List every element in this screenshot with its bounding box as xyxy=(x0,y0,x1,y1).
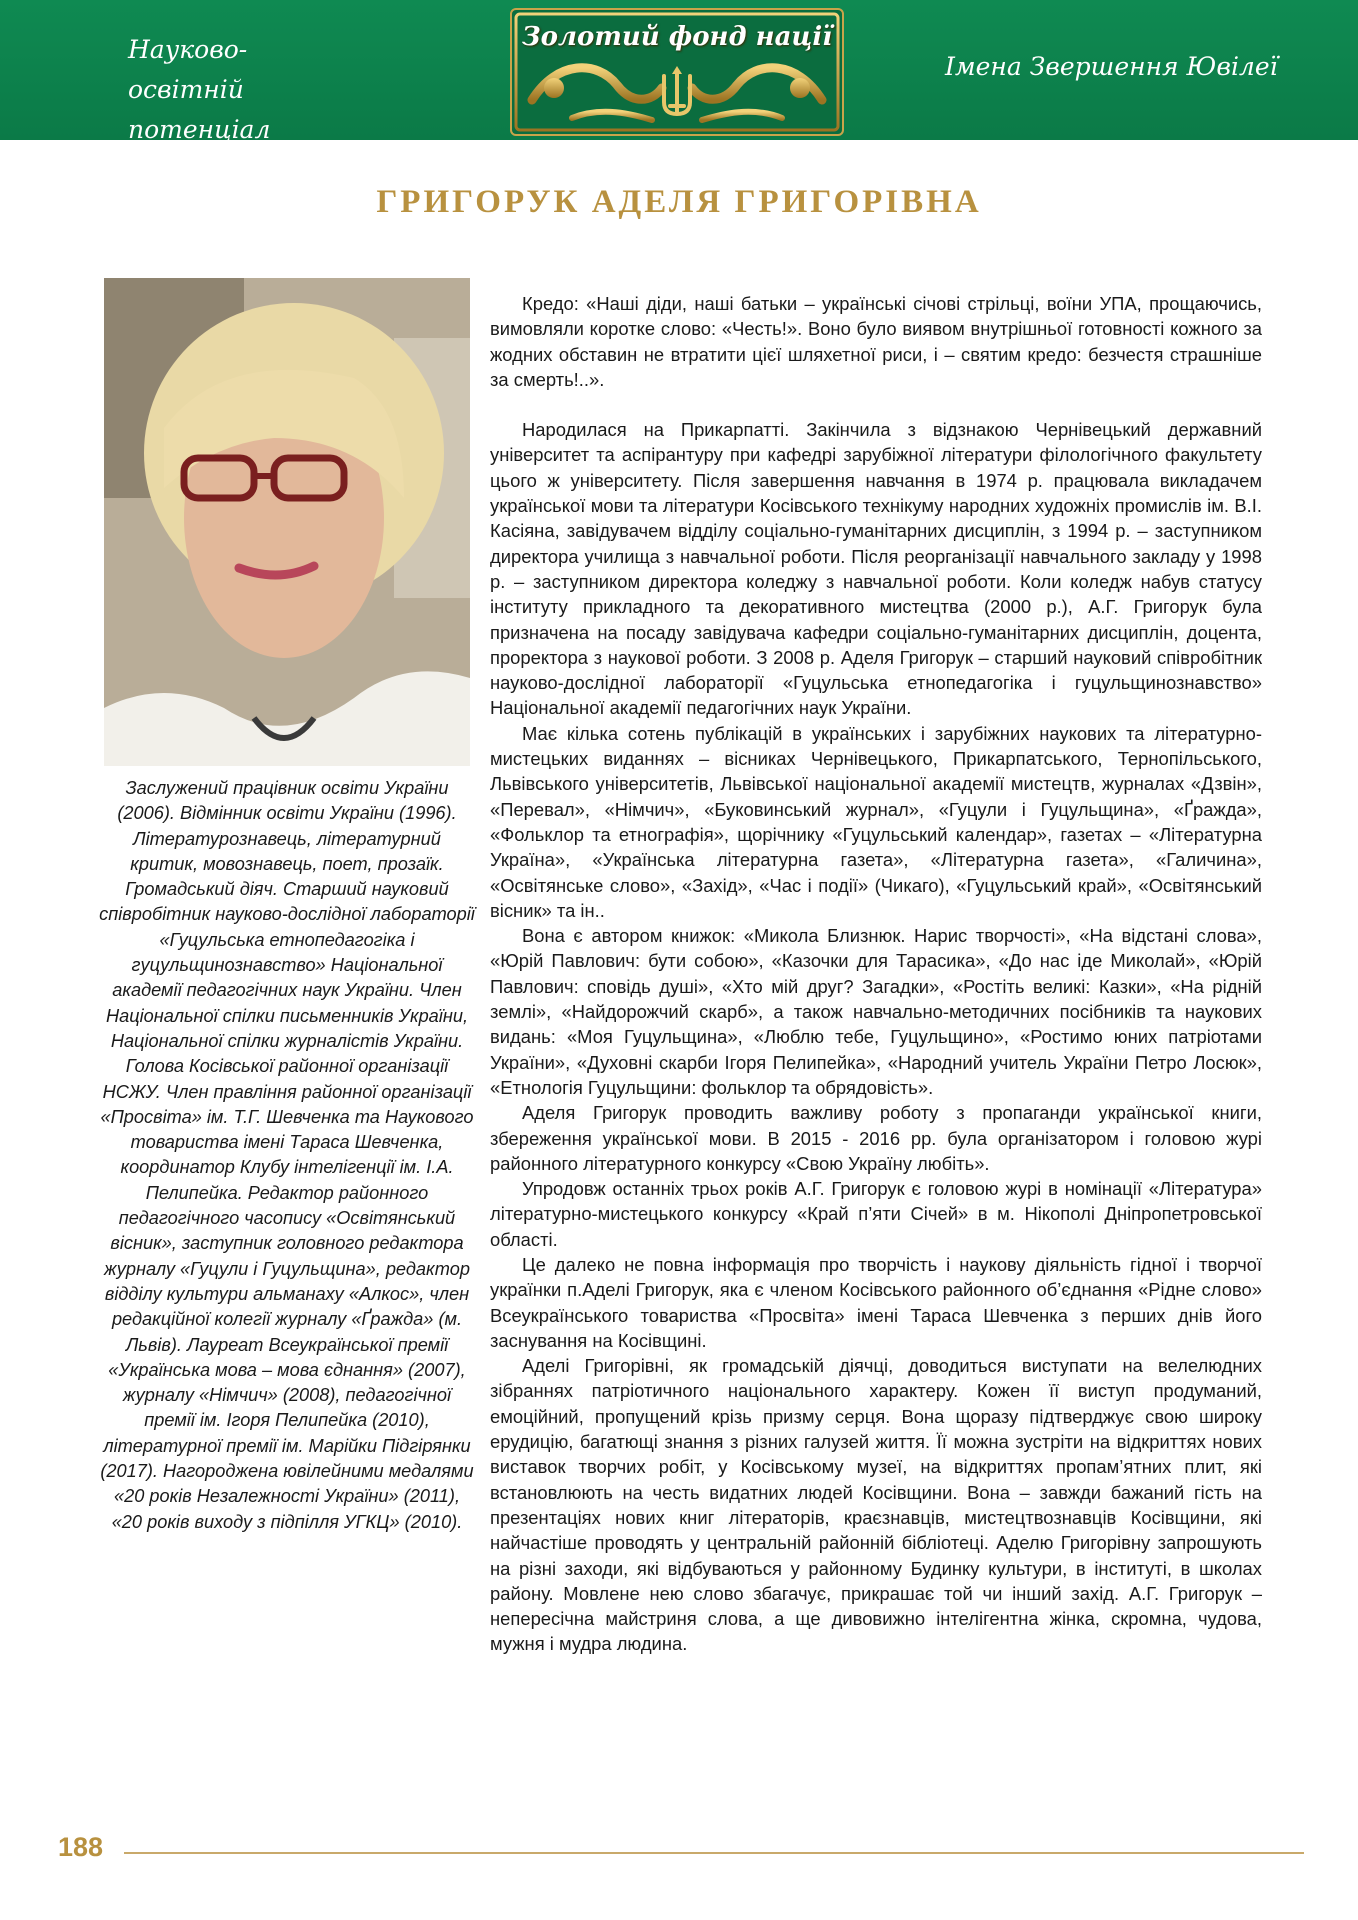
golden-fund-emblem xyxy=(510,8,844,136)
portrait-icon xyxy=(104,278,470,766)
body-paragraph: Вона є автором книжок: «Микола Близнюк. Нарис творчості», «На відстані слова», «Юрій Павлович: бути собою», «Казочки для Тарасика», «До нас іде Миколай», «Юрій Павлович: сповідь душі», «Хто мій друг? Загадки», «Ростіть великі: Казки», «На рідній землі», «Найдорожчий скарб», а також навчально-методичних посібників та наукових видань: «Моя Гуцульщина», «Люблю тебе, Гуцульщино», «Ростимо юних патріотами України», «Духовні скарби Ігоря Пелипейка», «Народний учитель України Петро Лосюк», «Етнологія Гуцульщини: фольклор та обрядовість». xyxy=(490,925,1262,1098)
article-body xyxy=(490,291,1262,1657)
body-paragraph: Аделя Григорук проводить важливу роботу з пропаганди української книги, збереження української мови. В 2015 - 2016 рр. була організатором і головою журі районного літературного конкурсу «Свою Україну любіть». xyxy=(490,1102,1262,1174)
header-left-line2: потенціал України xyxy=(128,115,271,184)
body-paragraph: Аделі Григорівні, як громадській діячці, доводиться виступати на велелюдних зібраннях патріотичного національного характеру. Кожен її виступ продуманий, емоційний, пропущений крізь призму серця. Вона щоразу підтверджує свою широку ерудицію, багатющі знання з різних галузей життя. Її можна зустріти на відкриттях нових виставок творчих робіт, у Косівському музеї, на відкриттях пропам’ятних плит, які встановлюють на честь видатних людей Косівщини. Вона – завжди бажаний гість на презентаціях нових книг літераторів, краєзнавців, мистецтвознавців Косівщини, які найчастіше проводять у центральній районній бібліотеці. Аделю Григорівну запрошують на різні заходи, які відбуваються у районному Будинку культури, в інституті, в школах району. Мовлене нею слово збагачує, прикрашає той чи інший захід. А.Г. Григорук – непересічна майстриня слова, а ще дивовижно інтелігентна жінка, скромна, чудова, мужня і мудра людина. xyxy=(490,1355,1262,1655)
footer-divider xyxy=(124,1852,1304,1854)
header-left-line1: Науково-освітній xyxy=(128,35,248,104)
biography-sidebar: Заслужений працівник освіти України (2006). Відмінник освіти України (1996). Літературознавець, літературний критик, мовознавець, поет, прозаїк. Громадський діяч. Старший науковий співробітник науково-дослідної лабораторії «Гуцульська етнопедагогіка і гуцульщинознавство» Національної академії педагогічних наук України. Член Національної спілки письменників України, Національної спілки журналістів України. Голова Косівської районної організації НСЖУ. Член правління районної організації «Просвіта» ім. Т.Г. Шевченка та Наукового товариства імені Тараса Шевченка, координатор Клубу інтелігенції ім. І.А. Пелипейка. Редактор районного педагогічного часопису «Освітянський вісник», заступник головного редактора журналу «Гуцули і Гуцульщина», редактор відділу культури альманаху «Алкос», член редакційної колегії журналу «Ґражда» (м. Львів). Лауреат Всеукраїнської премії «Українська мова – мова єднання» (2007), журналу «Німчич» (2008), педагогічної премії ім. Ігоря Пелипейка (2010), літературної премії ім. Марійки Підгірянки (2017). Нагороджена ювілейними медалями «20 років Незалежності України» (2011), «20 років виходу з підпілля УГКЦ» (2010). xyxy=(99,778,475,1532)
page-title: ГРИГОРУК АДЕЛЯ ГРИГОРІВНА xyxy=(376,184,982,220)
emblem-title: Золотий фонд нації xyxy=(521,22,833,52)
body-paragraph: Упродовж останніх трьох років А.Г. Григорук є головою журі в номінації «Література» літературно-мистецького конкурсу «Край п’яти Січей» в м. Нікополі Дніпропетровської області. xyxy=(490,1178,1262,1250)
page-header xyxy=(0,0,1358,184)
portrait-photo xyxy=(104,278,470,766)
credo-paragraph: Кредо: «Наші діди, наші батьки – українські січові стрільці, воїни УПА, прощаючись, вимовляли коротке слово: «Честь!». Воно було виявом внутрішньої готовності кожного за жодних обставин не втратити цієї шляхетної риси, і – святим кредо: безчестя страшніше за смерть!..». xyxy=(490,293,1262,390)
body-paragraph: Має кілька сотень публікацій в українських і зарубіжних наукових та літературно-мистецьких виданнях – вісниках Чернівецького, Прикарпатського, Тернопільського, Львівського університетів, Львівської національної академії мистецтв, журналах «Дзвін», «Перевал», «Німчич», «Буковинський журнал», «Гуцули і Гуцульщина», «Ґражда», «Фольклор та етнографія», щорічнику «Гуцульський календар», газетах – «Літературна Україна», «Українська літературна газета», «Літературна газета», «Галичина», «Освітянське слово», «Захід», «Час і події» (Чикаго), «Гуцульський край», «Освітянський вісник» та ін.. xyxy=(490,722,1262,921)
header-left-caption xyxy=(128,30,358,190)
body-paragraph: Народилася на Прикарпатті. Закінчила з відзнакою Чернівецький державний університет та аспірантуру при кафедрі зарубіжної літератури філологічного факультету цього ж університету. Після завершення навчання в 1974 р. працювала викладачем української мови та літератури Косівського технікуму народних художніх промислів ім. В.І. Касіяна, завідувачем відділу соціально-гуманітарних дисциплін, з 1994 р. – заступником директора училища з навчальної роботи. Після реорганізації навчального закладу у 1998 р. – заступником директора коледжу з навчальної роботи. Коли коледж набув статусу інституту прикладного та декоративного мистецтва (2000 р.), А.Г. Григорук була призначена на посаду завідувача кафедри соціально-гуманітарних дисциплін, доцента, проректора з наукової роботи. З 2008 р. Аделя Григорук – старший науковий співробітник науково-дослідної лабораторії «Гуцульська етнопедагогіка і гуцульщинознавство» Національної академії педагогічних наук України. xyxy=(490,419,1262,719)
trident-icon xyxy=(664,66,690,114)
body-paragraph: Це далеко не повна інформація про творчість і наукову діяльність гідної і творчої українки п.Аделі Григорук, яка є членом Косівського районного об’єднання «Рідне слово» Всеукраїнського товариства «Просвіта» імені Тараса Шевченка з перших днів його заснування на Косівщині. xyxy=(490,1253,1262,1351)
page-number: 188 xyxy=(58,1832,104,1862)
header-right-caption: Імена Звершення Ювілеї xyxy=(945,52,1278,81)
